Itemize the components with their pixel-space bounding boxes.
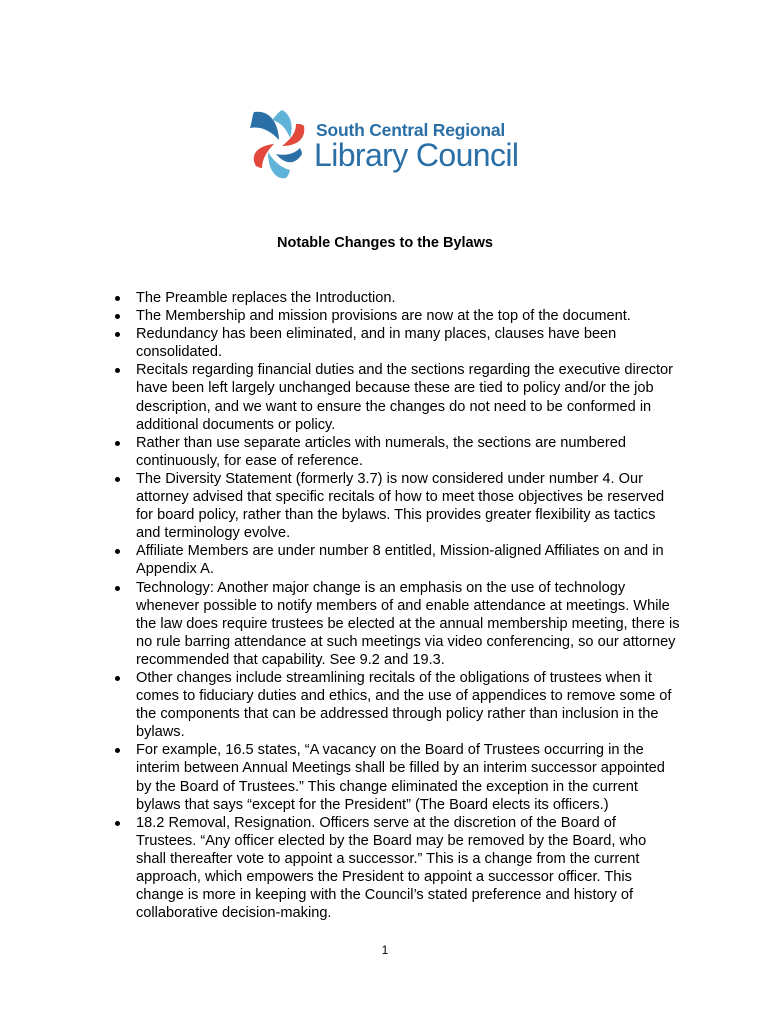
list-item-text: The Preamble replaces the Introduction.	[136, 290, 396, 306]
list-item	[110, 579, 680, 669]
bullet-icon	[115, 314, 120, 319]
bullet-icon	[115, 676, 120, 681]
list-item	[110, 434, 680, 470]
list-item-text: The Diversity Statement (formerly 3.7) is now considered under number 4. Our attorney advised that specific recitals of how to meet those objectives be reserved for board policy, rather than the bylaws. This provides greater flexibility as tactics and terminology evolve.	[136, 470, 665, 542]
list-item-text: Recitals regarding financial duties and the sections regarding the executive director have been left largely unchanged because these are tied to policy and/or the job description, and we want to ensure the changes do not need to be conformed in additional documents or policy.	[136, 362, 674, 433]
bullet-icon	[115, 586, 120, 591]
organization-name-line2: Library Council	[314, 137, 519, 173]
list-item	[110, 325, 680, 361]
list-item	[110, 741, 680, 813]
bullet-icon	[115, 332, 120, 337]
list-item	[110, 361, 680, 433]
bullet-icon	[115, 821, 120, 826]
list-item	[110, 814, 680, 923]
list-item-text: Technology: Another major change is an emphasis on the use of technology whenever possible to notify members of and enable attendance at meetings. While the law does require trustees be elected at the annual membership meeting, there is no rule barring attendance at such meetings via video conferencing, so our attorney recommended that capability. See 9.2 and 19.3.	[136, 579, 680, 668]
list-item-text: Rather than use separate articles with numerals, the sections are numbered continuously, for ease of reference.	[136, 434, 626, 469]
list-item	[110, 669, 680, 741]
list-item	[110, 542, 680, 578]
list-item	[110, 470, 680, 542]
bullet-icon	[115, 748, 120, 753]
list-item-text: Other changes include streamlining recitals of the obligations of trustees when it comes to fiduciary duties and ethics, and the use of appendices to remove some of the components that can be addressed through policy rather than inclusion in the bylaws.	[136, 669, 672, 741]
bullet-icon	[115, 368, 120, 373]
pinwheel-logo-icon	[246, 104, 312, 184]
list-item	[110, 289, 680, 307]
page-number: 1	[381, 943, 389, 957]
list-item-text: 18.2 Removal, Resignation. Officers serve at the discretion of the Board of Trustees. “Any officer elected by the Board may be removed by the Board, who shall thereafter vote to appoint a successor.” This is a change from the current approach, which empowers the President to appoint a successor officer. This change is more in keeping with the Council’s stated preference and history of collaborative decision-making.	[136, 814, 647, 922]
list-item	[110, 307, 680, 325]
document-title: Notable Changes to the Bylaws	[277, 235, 493, 251]
list-item-text: Redundancy has been eliminated, and in many places, clauses have been consolidated.	[136, 326, 617, 361]
bullet-icon	[115, 441, 120, 446]
list-item-text: For example, 16.5 states, “A vacancy on the Board of Trustees occurring in the interim between Annual Meetings shall be filled by an interim successor appointed by the Board of Trustees.” This change eliminated the exception in the current bylaws that says “except for the President” (The Board elects its officers.)	[136, 742, 665, 813]
bullet-icon	[115, 477, 120, 482]
bullet-icon	[115, 549, 120, 554]
organization-logo	[246, 104, 526, 184]
bullet-icon	[115, 296, 120, 301]
organization-name-line1: South Central Regional	[316, 120, 506, 140]
list-item-text: The Membership and mission provisions are now at the top of the document.	[136, 308, 631, 325]
list-item-text: Affiliate Members are under number 8 entitled, Mission-aligned Affiliates on and in Appendix A.	[136, 543, 664, 578]
bullet-list	[110, 289, 680, 922]
